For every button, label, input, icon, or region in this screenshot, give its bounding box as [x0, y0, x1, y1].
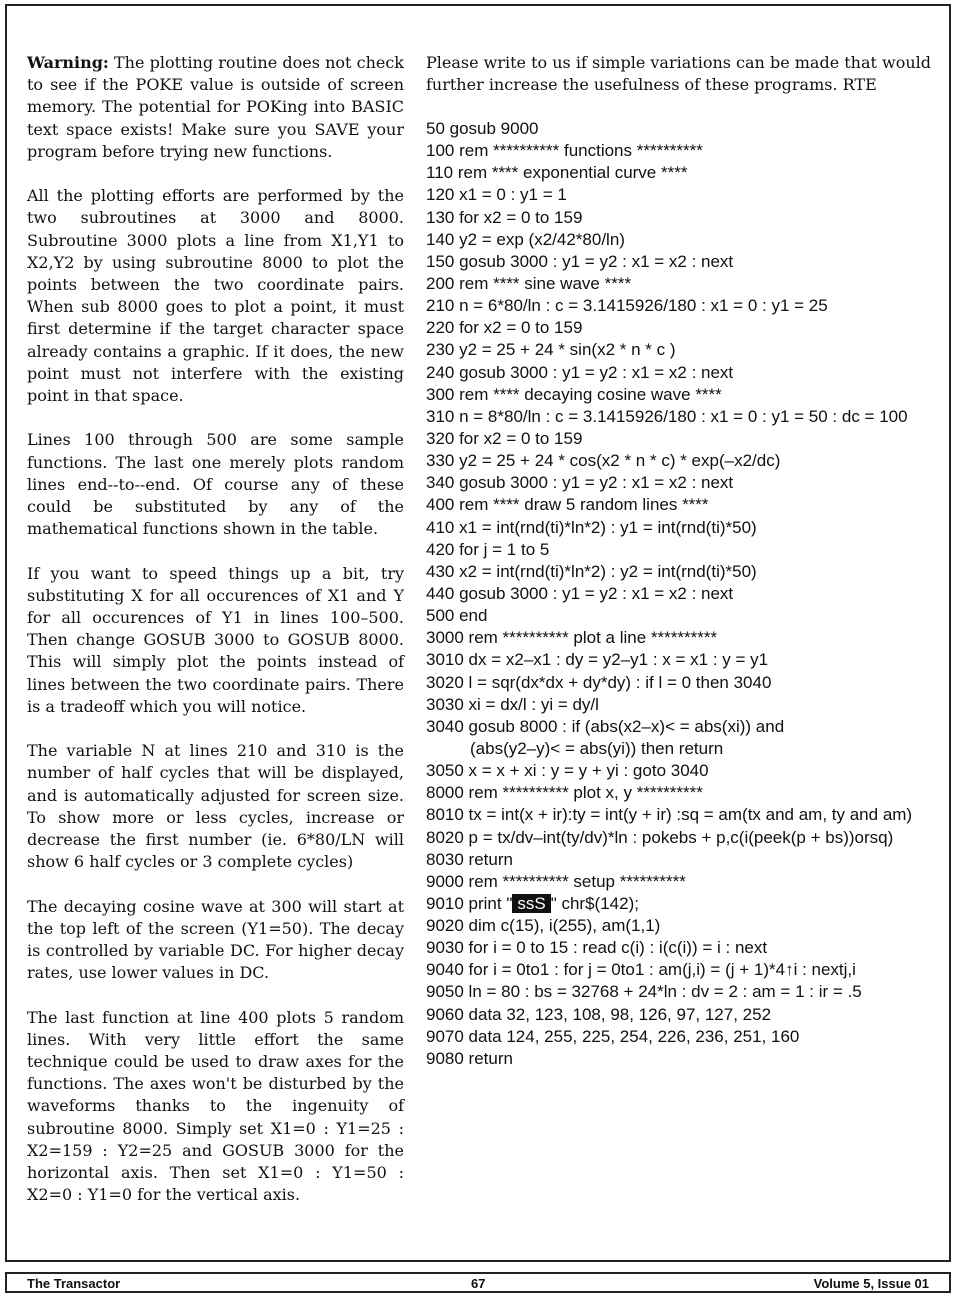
paragraph-random-lines: The last function at line 400 plots 5 random lines. With very little effort the same technique could be used to draw axes for the functions. The axes won't be disturbed by the waveforms thanks to the ingenuity of subroutine 8000. Simply set X1=0 : Y1=25 : X2=159 : Y2=25 and GOSUB 3000 for the horizontal axis. Then set X1=0 : Y1=50 : X2=0 : Y1=0 for the vertical axis. — [27, 1007, 404, 1205]
code-line: 9040 for i = 0to1 : for j = 0to1 : am(j,i) = (j + 1)*4↑i : nextj,i — [426, 960, 856, 980]
code-line: 9000 rem ********** setup ********** — [426, 871, 686, 891]
warning-text: The plotting routine does not check to see if the POKE value is outside of screen memory. The potential for POKing into BASIC text space exists! Make sure you SAVE your program before trying new functions. — [27, 53, 404, 161]
page-footer — [5, 1272, 951, 1293]
code-line: 9070 data 124, 255, 225, 254, 226, 236, 251, 160 — [426, 1026, 800, 1046]
footer-issue: Volume 5, Issue 01 — [813, 1276, 929, 1291]
reverse-video-text: ssS — [512, 894, 550, 913]
code-line: 220 for x2 = 0 to 159 — [426, 318, 583, 338]
code-line: 210 n = 6*80/ln : c = 3.1415926/180 : x1 = 0 : y1 = 25 — [426, 296, 828, 316]
code-line: 50 gosub 9000 — [426, 119, 539, 138]
code-line: 120 x1 = 0 : y1 = 1 — [426, 185, 567, 205]
code-line: 300 rem **** decaying cosine wave **** — [426, 384, 722, 404]
paragraph-decaying-cosine: The decaying cosine wave at 300 will start at the top left of the screen (Y1=50). The decay is controlled by variable DC. For higher decay rates, use lower values in DC. — [27, 896, 404, 983]
basic-program-listing — [426, 118, 946, 1070]
code-line: 240 gosub 3000 : y1 = y2 : x1 = x2 : next — [426, 362, 734, 382]
code-line: 8020 p = tx/dv–int(ty/dv)*ln : pokebs + p,c(i(peek(p + bs))orsq) — [426, 827, 894, 847]
code-line-continuation: (abs(y2–y)< = abs(yi)) then return — [470, 738, 724, 758]
code-line: 340 gosub 3000 : y1 = y2 : x1 = x2 : next — [426, 473, 734, 493]
code-line: 9020 dim c(15), i(255), am(1,1) — [426, 916, 661, 936]
code-line: 8000 rem ********** plot x, y ********** — [426, 783, 703, 803]
code-line: 400 rem **** draw 5 random lines **** — [426, 495, 709, 515]
right-column-intro: Please write to us if simple variations can be made that would further increase the usefulness of these programs. RTE — [426, 53, 932, 95]
code-line-print — [426, 893, 946, 915]
code-line: 410 x1 = int(rnd(ti)*ln*2) : y1 = int(rnd(ti)*50) — [426, 517, 757, 537]
code-line: 3030 xi = dx/l : yi = dy/l — [426, 694, 599, 714]
print-prefix: 9010 print " — [426, 893, 513, 913]
paragraph-speed-up: If you want to speed things up a bit, try substituting X for all occurences of X1 and Y for all occurences of Y1 in lines 100–500. Then change GOSUB 3000 to GOSUB 8000. This will simply plot the points instead of lines between the two coordinate pairs. There is a tradeoff which you will notice. — [27, 563, 404, 716]
code-line: 9080 return — [426, 1048, 513, 1068]
code-line: 110 rem **** exponential curve **** — [426, 163, 688, 183]
code-line: 9060 data 32, 123, 108, 98, 126, 97, 127, 252 — [426, 1004, 772, 1024]
code-line: 430 x2 = int(rnd(ti)*ln*2) : y2 = int(rnd(ti)*50) — [426, 561, 757, 581]
code-line: 420 for j = 1 to 5 — [426, 539, 550, 559]
footer-magazine-title: The Transactor — [27, 1276, 121, 1291]
code-line: 330 y2 = 25 + 24 * cos(x2 * n * c) * exp(–x2/dc) — [426, 451, 781, 471]
code-line: 8010 tx = int(x + ir):ty = int(y + ir) :sq = am(tx and am, ty and am) — [426, 805, 913, 825]
code-line: 9050 ln = 80 : bs = 32768 + 24*ln : dv = 2 : am = 1 : ir = .5 — [426, 982, 862, 1002]
code-line: 3050 x = x + xi : y = y + yi : goto 3040 — [426, 761, 709, 781]
warning-paragraph — [27, 52, 404, 163]
article-left-column — [27, 52, 404, 1206]
footer-page-number: 67 — [471, 1276, 486, 1291]
paragraph-half-cycles: The variable N at lines 210 and 310 is the number of half cycles that will be displayed, and is automatically adjusted for screen size. To show more or less cycles, increase or decrease the first number (ie. 6*80/LN will show 6 half cycles or 3 complete cycles) — [27, 741, 404, 872]
code-line: 100 rem ********** functions ********** — [426, 141, 703, 161]
code-line: 200 rem **** sine wave **** — [426, 273, 632, 293]
code-line: 130 for x2 = 0 to 159 — [426, 207, 583, 227]
code-line: 320 for x2 = 0 to 159 — [426, 428, 583, 448]
code-line: 3020 l = sqr(dx*dx + dy*dy) : if l = 0 then 3040 — [426, 672, 772, 692]
warning-label: Warning: — [27, 53, 109, 72]
code-line: 230 y2 = 25 + 24 * sin(x2 * n * c ) — [426, 340, 676, 360]
code-line: 150 gosub 3000 : y1 = y2 : x1 = x2 : next — [426, 251, 734, 271]
print-suffix: " chr$(142); — [550, 893, 639, 913]
code-line: 140 y2 = exp (x2/42*80/ln) — [426, 229, 625, 249]
code-line: 9030 for i = 0 to 15 : read c(i) : i(c(i)) = i : next — [426, 938, 768, 958]
code-line: 8030 return — [426, 849, 513, 869]
code-line: 3040 gosub 8000 : if (abs(x2–x)< = abs(xi)) and — [426, 716, 785, 736]
paragraph-sample-functions: Lines 100 through 500 are some sample functions. The last one merely plots random lines end--to--end. Of course any of these could be substituted by any of the mathematical functions shown in the table. — [27, 430, 404, 539]
code-line: 3000 rem ********** plot a line ********** — [426, 628, 718, 648]
code-line: 440 gosub 3000 : y1 = y2 : x1 = x2 : next — [426, 583, 734, 603]
paragraph-subroutines: All the plotting efforts are performed by the two subroutines at 3000 and 8000. Subroutine 3000 plots a line from X1,Y1 to X2,Y2 by using subroutine 8000 to plot the points between the two coordinate pairs. When sub 8000 goes to plot a point, it must first determine if the target character space already contains a graphic. If it does, the new point must not interfere with the existing point in that space. — [27, 186, 404, 406]
code-line: 310 n = 8*80/ln : c = 3.1415926/180 : x1 = 0 : y1 = 50 : dc = 100 — [426, 406, 908, 426]
code-line: 500 end — [426, 606, 488, 626]
code-line: 3010 dx = x2–x1 : dy = y2–y1 : x = x1 : y = y1 — [426, 650, 769, 670]
